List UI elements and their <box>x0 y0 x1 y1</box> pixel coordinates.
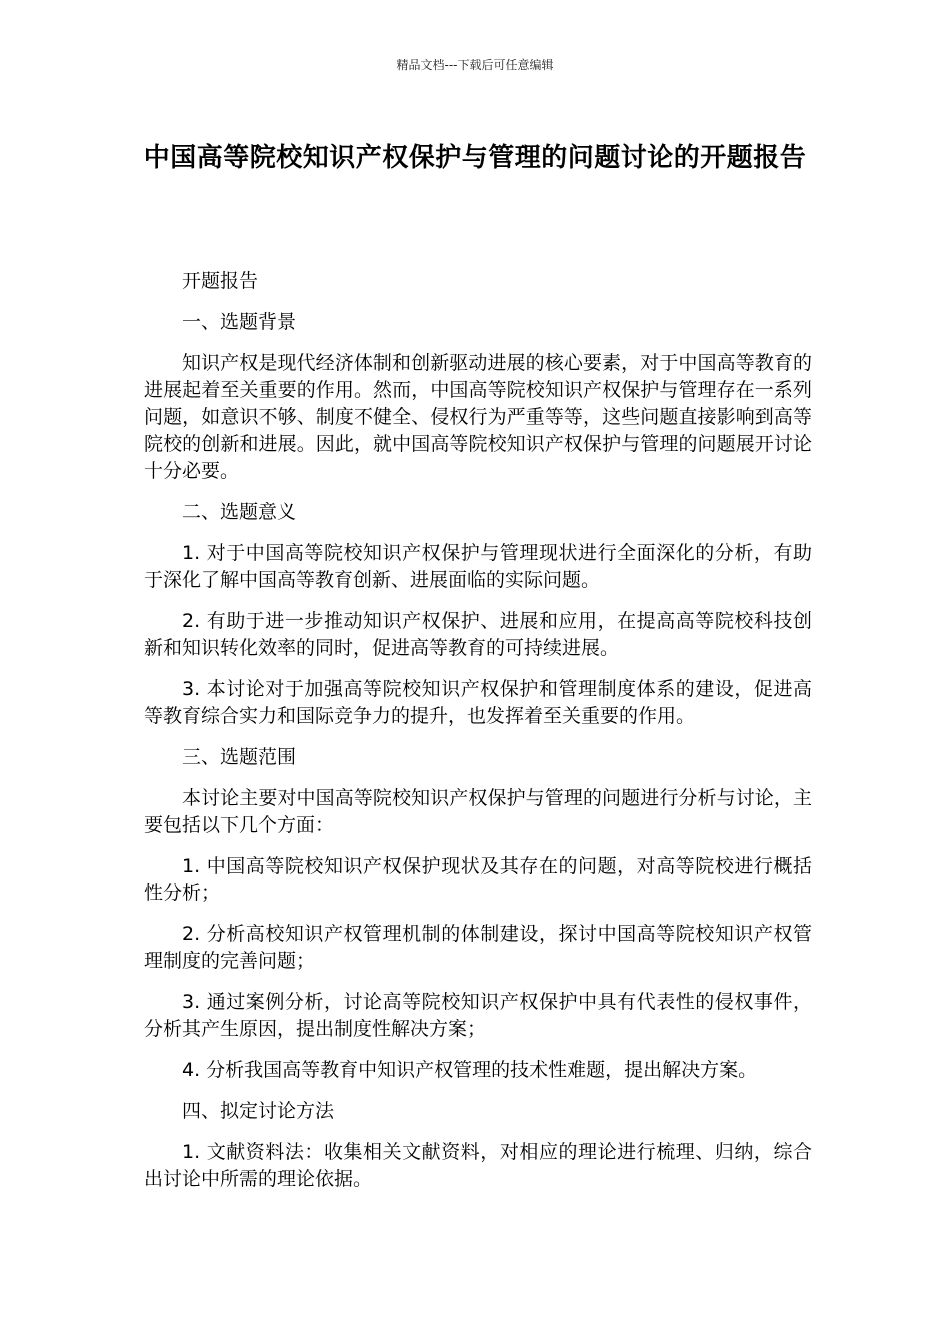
section-heading-background: 一、选题背景 <box>182 311 297 333</box>
paragraph-scope-intro: 本讨论主要对中国高等院校知识产权保护与管理的问题进行分析与讨论，主要包括以下几个方面： <box>144 787 812 836</box>
section-heading-scope: 三、选题范围 <box>182 746 297 768</box>
header-note: 精品文档---下载后可任意编辑 <box>396 58 554 72</box>
paragraph-background: 知识产权是现代经济体制和创新驱动进展的核心要素，对于中国高等教育的进展起着至关重要的作用。然而，中国高等院校知识产权保护与管理存在一系列问题，如意识不够、制度不健全、侵权行为严重等等，这些问题直接影响到高等院校的创新和进展。因此，就中国高等院校知识产权保护与管理的问题展开讨论十分必要。 <box>144 352 812 482</box>
paragraph-methods-1: 1. 文献资料法：收集相关文献资料，对相应的理论进行梳理、归纳，综合出讨论中所需的理论依据。 <box>144 1141 812 1190</box>
section-label: 开题报告 <box>182 270 259 292</box>
paragraph-scope-3: 3. 通过案例分析，讨论高等院校知识产权保护中具有代表性的侵权事件，分析其产生原因，提出制度性解决方案； <box>144 991 812 1040</box>
paragraph-significance-3: 3. 本讨论对于加强高等院校知识产权保护和管理制度体系的建设，促进高等教育综合实力和国际竞争力的提升，也发挥着至关重要的作用。 <box>144 678 812 727</box>
document-title: 中国高等院校知识产权保护与管理的问题讨论的开题报告 <box>143 143 807 173</box>
section-heading-methods: 四、拟定讨论方法 <box>182 1100 335 1122</box>
paragraph-scope-1: 1. 中国高等院校知识产权保护现状及其存在的问题，对高等院校进行概括性分析； <box>144 855 812 904</box>
section-heading-significance: 二、选题意义 <box>182 501 297 523</box>
paragraph-significance-2: 2. 有助于进一步推动知识产权保护、进展和应用，在提高高等院校科技创新和知识转化效率的同时，促进高等教育的可持续进展。 <box>144 610 812 659</box>
paragraph-significance-1: 1. 对于中国高等院校知识产权保护与管理现状进行全面深化的分析，有助于深化了解中国高等教育创新、进展面临的实际问题。 <box>144 542 812 591</box>
document-body <box>144 268 812 1207</box>
paragraph-scope-4: 4. 分析我国高等教育中知识产权管理的技术性难题，提出解决方案。 <box>182 1059 758 1081</box>
paragraph-scope-2: 2. 分析高校知识产权管理机制的体制建设，探讨中国高等院校知识产权管理制度的完善问题； <box>144 923 812 972</box>
